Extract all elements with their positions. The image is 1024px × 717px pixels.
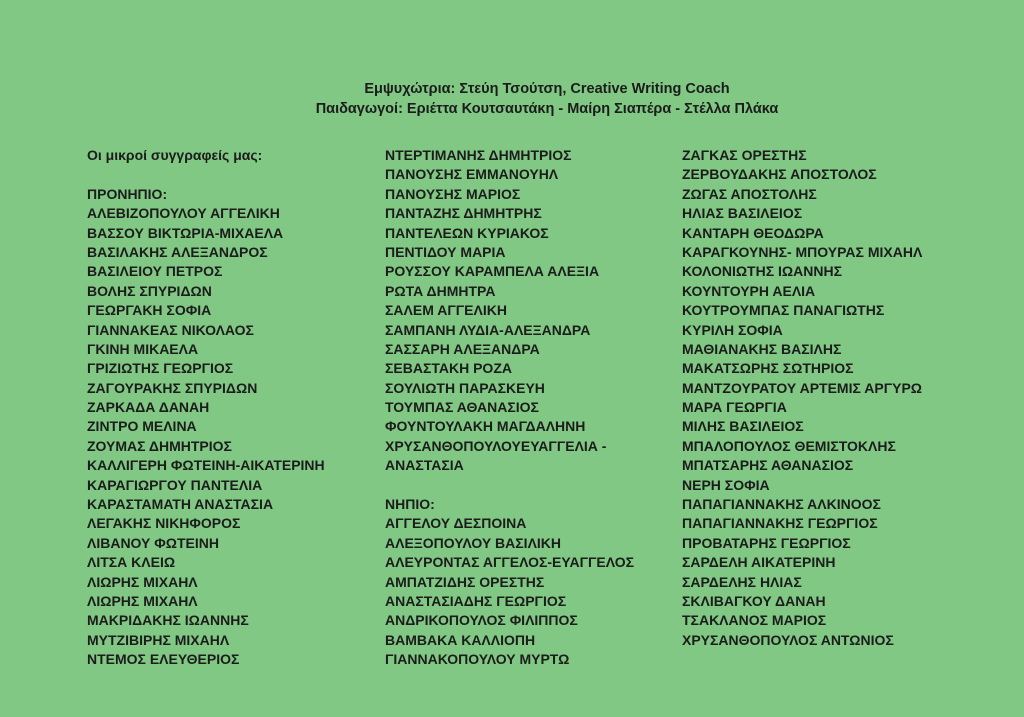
name-item: ΓΕΩΡΓΑΚΗ ΣΟΦΙΑ — [87, 302, 212, 319]
name-item: ΗΛΙΑΣ ΒΑΣΙΛΕΙΟΣ — [682, 205, 803, 222]
name-item: ΚΑΡΑΓΚΟΥΝΗΣ- ΜΠΟΥΡΑΣ ΜΙΧΑΗΛ — [682, 243, 923, 260]
name-item: ΛΙΒΑΝΟΥ ΦΩΤΕΙΝΗ — [87, 534, 220, 551]
name-item: ΡΟΥΣΣΟΥ ΚΑΡΑΜΠΕΛΑ ΑΛΕΞΙΑ — [385, 263, 600, 280]
name-item: ΑΛΕΒΙΖΟΠΟΥΛΟΥ ΑΓΓΕΛΙΚΗ — [87, 205, 280, 222]
name-item: ΠΑΝΟΥΣΗΣ ΜΑΡΙΟΣ — [385, 185, 521, 202]
name-item: ΛΙΤΣΑ ΚΛΕΙΩ — [87, 554, 176, 571]
name-item: ΖΟΥΜΑΣ ΔΗΜΗΤΡΙΟΣ — [87, 437, 232, 454]
name-item: ΣΚΛΙΒΑΓΚΟΥ ΔΑΝΑΗ — [682, 592, 826, 609]
name-item: ΓΙΑΝΝΑΚΟΠΟΥΛΟΥ ΜΥΡΤΩ — [385, 651, 570, 668]
name-item: ΜΑΘΙΑΝΑΚΗΣ ΒΑΣΙΛΗΣ — [682, 340, 842, 357]
section-title-nipio: ΝΗΠΙΟ: — [385, 496, 435, 513]
name-item: ΑΓΓΕΛΟΥ ΔΕΣΠΟΙΝΑ — [385, 515, 527, 532]
name-item: ΖΑΡΚΑΔΑ ΔΑΝΑΗ — [87, 399, 210, 416]
name-item: ΛΙΩΡΗΣ ΜΙΧΑΗΛ — [87, 573, 198, 590]
column-2 — [385, 146, 634, 670]
name-item: ΠΑΠΑΓΙΑΝΝΑΚΗΣ ΑΛΚΙΝΟΟΣ — [682, 496, 881, 513]
header — [0, 79, 1024, 119]
name-item: ΣΑΜΠΑΝΗ ΛΥΔΙΑ-ΑΛΕΞΑΝΔΡΑ — [385, 321, 591, 338]
name-item: ΚΟΛΟΝΙΩΤΗΣ ΙΩΑΝΝΗΣ — [682, 263, 842, 280]
name-item: ΖΙΝΤΡΟ ΜΕΛΙΝΑ — [87, 418, 197, 435]
name-item: ΖΑΓΚΑΣ ΟΡΕΣΤΗΣ — [682, 147, 807, 163]
name-item: ΚΥΡΙΛΗ ΣΟΦΙΑ — [682, 321, 783, 338]
name-item: ΣΟΥΛΙΩΤΗ ΠΑΡΑΣΚΕΥΗ — [385, 379, 545, 396]
name-item: ΜΠΑΛΟΠΟΥΛΟΣ ΘΕΜΙΣΤΟΚΛΗΣ — [682, 437, 896, 454]
proniipio-list-continued — [385, 146, 634, 476]
name-item: ΒΑΣΣΟΥ ΒΙΚΤΩΡΙΑ-ΜΙΧΑΕΛΑ — [87, 224, 284, 241]
name-item: ΓΚΙΝΗ ΜΙΚΑΕΛΑ — [87, 340, 199, 357]
name-item: ΚΟΥΝΤΟΥΡΗ ΑΕΛΙΑ — [682, 282, 816, 299]
name-item: ΠΑΝΤΑΖΗΣ ΔΗΜΗΤΡΗΣ — [385, 205, 542, 222]
name-item: ΑΝΔΡΙΚΟΠΟΥΛΟΣ ΦΙΛΙΠΠΟΣ — [385, 612, 578, 629]
name-item: ΑΝΑΣΤΑΣΙΑ — [385, 457, 464, 474]
teachers-line: Παιδαγωγοί: Εριέττα Κουτσαυτάκη - Μαίρη Σιαπέρα - Στέλλα Πλάκα — [315, 101, 779, 117]
name-item: ΛΙΩΡΗΣ ΜΙΧΑΗΛ — [87, 592, 198, 609]
name-item: ΑΛΕΞΟΠΟΥΛΟΥ ΒΑΣΙΛΙΚΗ — [385, 534, 562, 551]
name-item: ΠΡΟΒΑΤΑΡΗΣ ΓΕΩΡΓΙΟΣ — [682, 534, 851, 551]
name-item: ΚΑΛΛΙΓΕΡΗ ΦΩΤΕΙΝΗ-ΑΙΚΑΤΕΡΙΝΗ — [87, 457, 325, 474]
name-item: ΠΑΝΤΕΛΕΩΝ ΚΥΡΙΑΚΟΣ — [385, 224, 549, 241]
name-item: ΒΑΣΙΛΑΚΗΣ ΑΛΕΞΑΝΔΡΟΣ — [87, 243, 268, 260]
name-item: ΧΡΥΣΑΝΘΟΠΟΥΛΟΣ ΑΝΤΩΝΙΟΣ — [682, 631, 894, 648]
name-item: ΣΕΒΑΣΤΑΚΗ ΡΟΖΑ — [385, 360, 512, 377]
name-item: ΚΟΥΤΡΟΥΜΠΑΣ ΠΑΝΑΓΙΩΤΗΣ — [682, 302, 885, 319]
name-item: ΖΩΓΑΣ ΑΠΟΣΤΟΛΗΣ — [682, 185, 817, 202]
name-item: ΣΑΡΔΕΛΗ ΑΙΚΑΤΕΡΙΝΗ — [682, 554, 836, 571]
section-title-proniipio: ΠΡΟΝΗΠΙΟ: — [87, 185, 168, 202]
name-item: ΤΣΑΚΛΑΝΟΣ ΜΑΡΙΟΣ — [682, 612, 827, 629]
name-item: ΧΡΥΣΑΝΘΟΠΟΥΛΟΥΕΥΑΓΓΕΛΙΑ - — [385, 437, 607, 454]
name-item: ΝΤΕΡΤΙΜΑΝΗΣ ΔΗΜΗΤΡΙΟΣ — [385, 147, 572, 163]
section-gap — [385, 476, 634, 495]
coach-line: Εμψυχώτρια: Στεύη Τσούτση, Creative Writing Coach — [364, 81, 730, 97]
name-item: ΚΑΡΑΣΤΑΜΑΤΗ ΑΝΑΣΤΑΣΙΑ — [87, 496, 274, 513]
name-item: ΠΑΠΑΓΙΑΝΝΑΚΗΣ ΓΕΩΡΓΙΟΣ — [682, 515, 878, 532]
name-item: ΓΡΙΖΙΩΤΗΣ ΓΕΩΡΓΙΟΣ — [87, 360, 234, 377]
name-item: ΜΥΤΖΙΒΙΡΗΣ ΜΙΧΑΗΛ — [87, 631, 230, 648]
name-item: ΑΝΑΣΤΑΣΙΑΔΗΣ ΓΕΩΡΓΙΟΣ — [385, 592, 567, 609]
name-item: ΝΤΕΜΟΣ ΕΛΕΥΘΕΡΙΟΣ — [87, 651, 240, 668]
column-1 — [87, 146, 325, 670]
name-item: ΣΑΡΔΕΛΗΣ ΗΛΙΑΣ — [682, 573, 802, 590]
name-item: ΓΙΑΝΝΑΚΕΑΣ ΝΙΚΟΛΑΟΣ — [87, 321, 254, 338]
proniipio-list — [87, 204, 325, 669]
name-item: ΚΑΡΑΓΙΩΡΓΟΥ ΠΑΝΤΕΛΙΑ — [87, 476, 263, 493]
name-item: ΜΑΡΑ ΓΕΩΡΓΙΑ — [682, 399, 787, 416]
name-item: ΜΑΚΡΙΔΑΚΗΣ ΙΩΑΝΝΗΣ — [87, 612, 249, 629]
name-item: ΠΑΝΟΥΣΗΣ ΕΜΜΑΝΟΥΗΛ — [385, 166, 559, 183]
name-item: ΡΩΤΑ ΔΗΜΗΤΡΑ — [385, 282, 496, 299]
name-item: ΑΜΠΑΤΖΙΔΗΣ ΟΡΕΣΤΗΣ — [385, 573, 545, 590]
nipio-list-continued — [682, 146, 922, 650]
name-item: ΣΑΣΣΑΡΗ ΑΛΕΞΑΝΔΡΑ — [385, 340, 540, 357]
intro-text: Οι μικροί συγγραφείς μας: — [87, 147, 263, 163]
name-item: ΜΙΛΗΣ ΒΑΣΙΛΕΙΟΣ — [682, 418, 804, 435]
name-item: ΒΟΛΗΣ ΣΠΥΡΙΔΩΝ — [87, 282, 212, 299]
name-item: ΣΑΛΕΜ ΑΓΓΕΛΙΚΗ — [385, 302, 507, 319]
name-item: ΛΕΓΑΚΗΣ ΝΙΚΗΦΟΡΟΣ — [87, 515, 241, 532]
name-item: ΚΑΝΤΑΡΗ ΘΕΟΔΩΡΑ — [682, 224, 824, 241]
name-item: ΝΕΡΗ ΣΟΦΙΑ — [682, 476, 770, 493]
column-3 — [682, 146, 922, 650]
name-item: ΒΑΣΙΛΕΙΟΥ ΠΕΤΡΟΣ — [87, 263, 223, 280]
name-item: ΠΕΝΤΙΔΟΥ ΜΑΡΙΑ — [385, 243, 506, 260]
name-item: ΤΟΥΜΠΑΣ ΑΘΑΝΑΣΙΟΣ — [385, 399, 539, 416]
name-item: ΜΠΑΤΣΑΡΗΣ ΑΘΑΝΑΣΙΟΣ — [682, 457, 854, 474]
nipio-list — [385, 514, 634, 669]
name-item: ΖΑΓΟΥΡΑΚΗΣ ΣΠΥΡΙΔΩΝ — [87, 379, 258, 396]
name-item: ΜΑΚΑΤΣΩΡΗΣ ΣΩΤΗΡΙΟΣ — [682, 360, 854, 377]
name-item: ΒΑΜΒΑΚΑ ΚΑΛΛΙΟΠΗ — [385, 631, 536, 648]
name-item: ΜΑΝΤΖΟΥΡΑΤΟΥ ΑΡΤΕΜΙΣ ΑΡΓΥΡΩ — [682, 379, 923, 396]
name-item: ΖΕΡΒΟΥΔΑΚΗΣ ΑΠΟΣΤΟΛΟΣ — [682, 166, 877, 183]
name-item: ΦΟΥΝΤΟΥΛΑΚΗ ΜΑΓΔΑΛΗΝΗ — [385, 418, 586, 435]
name-item: ΑΛΕΥΡΟΝΤΑΣ ΑΓΓΕΛΟΣ-ΕΥΑΓΓΕΛΟΣ — [385, 554, 634, 571]
